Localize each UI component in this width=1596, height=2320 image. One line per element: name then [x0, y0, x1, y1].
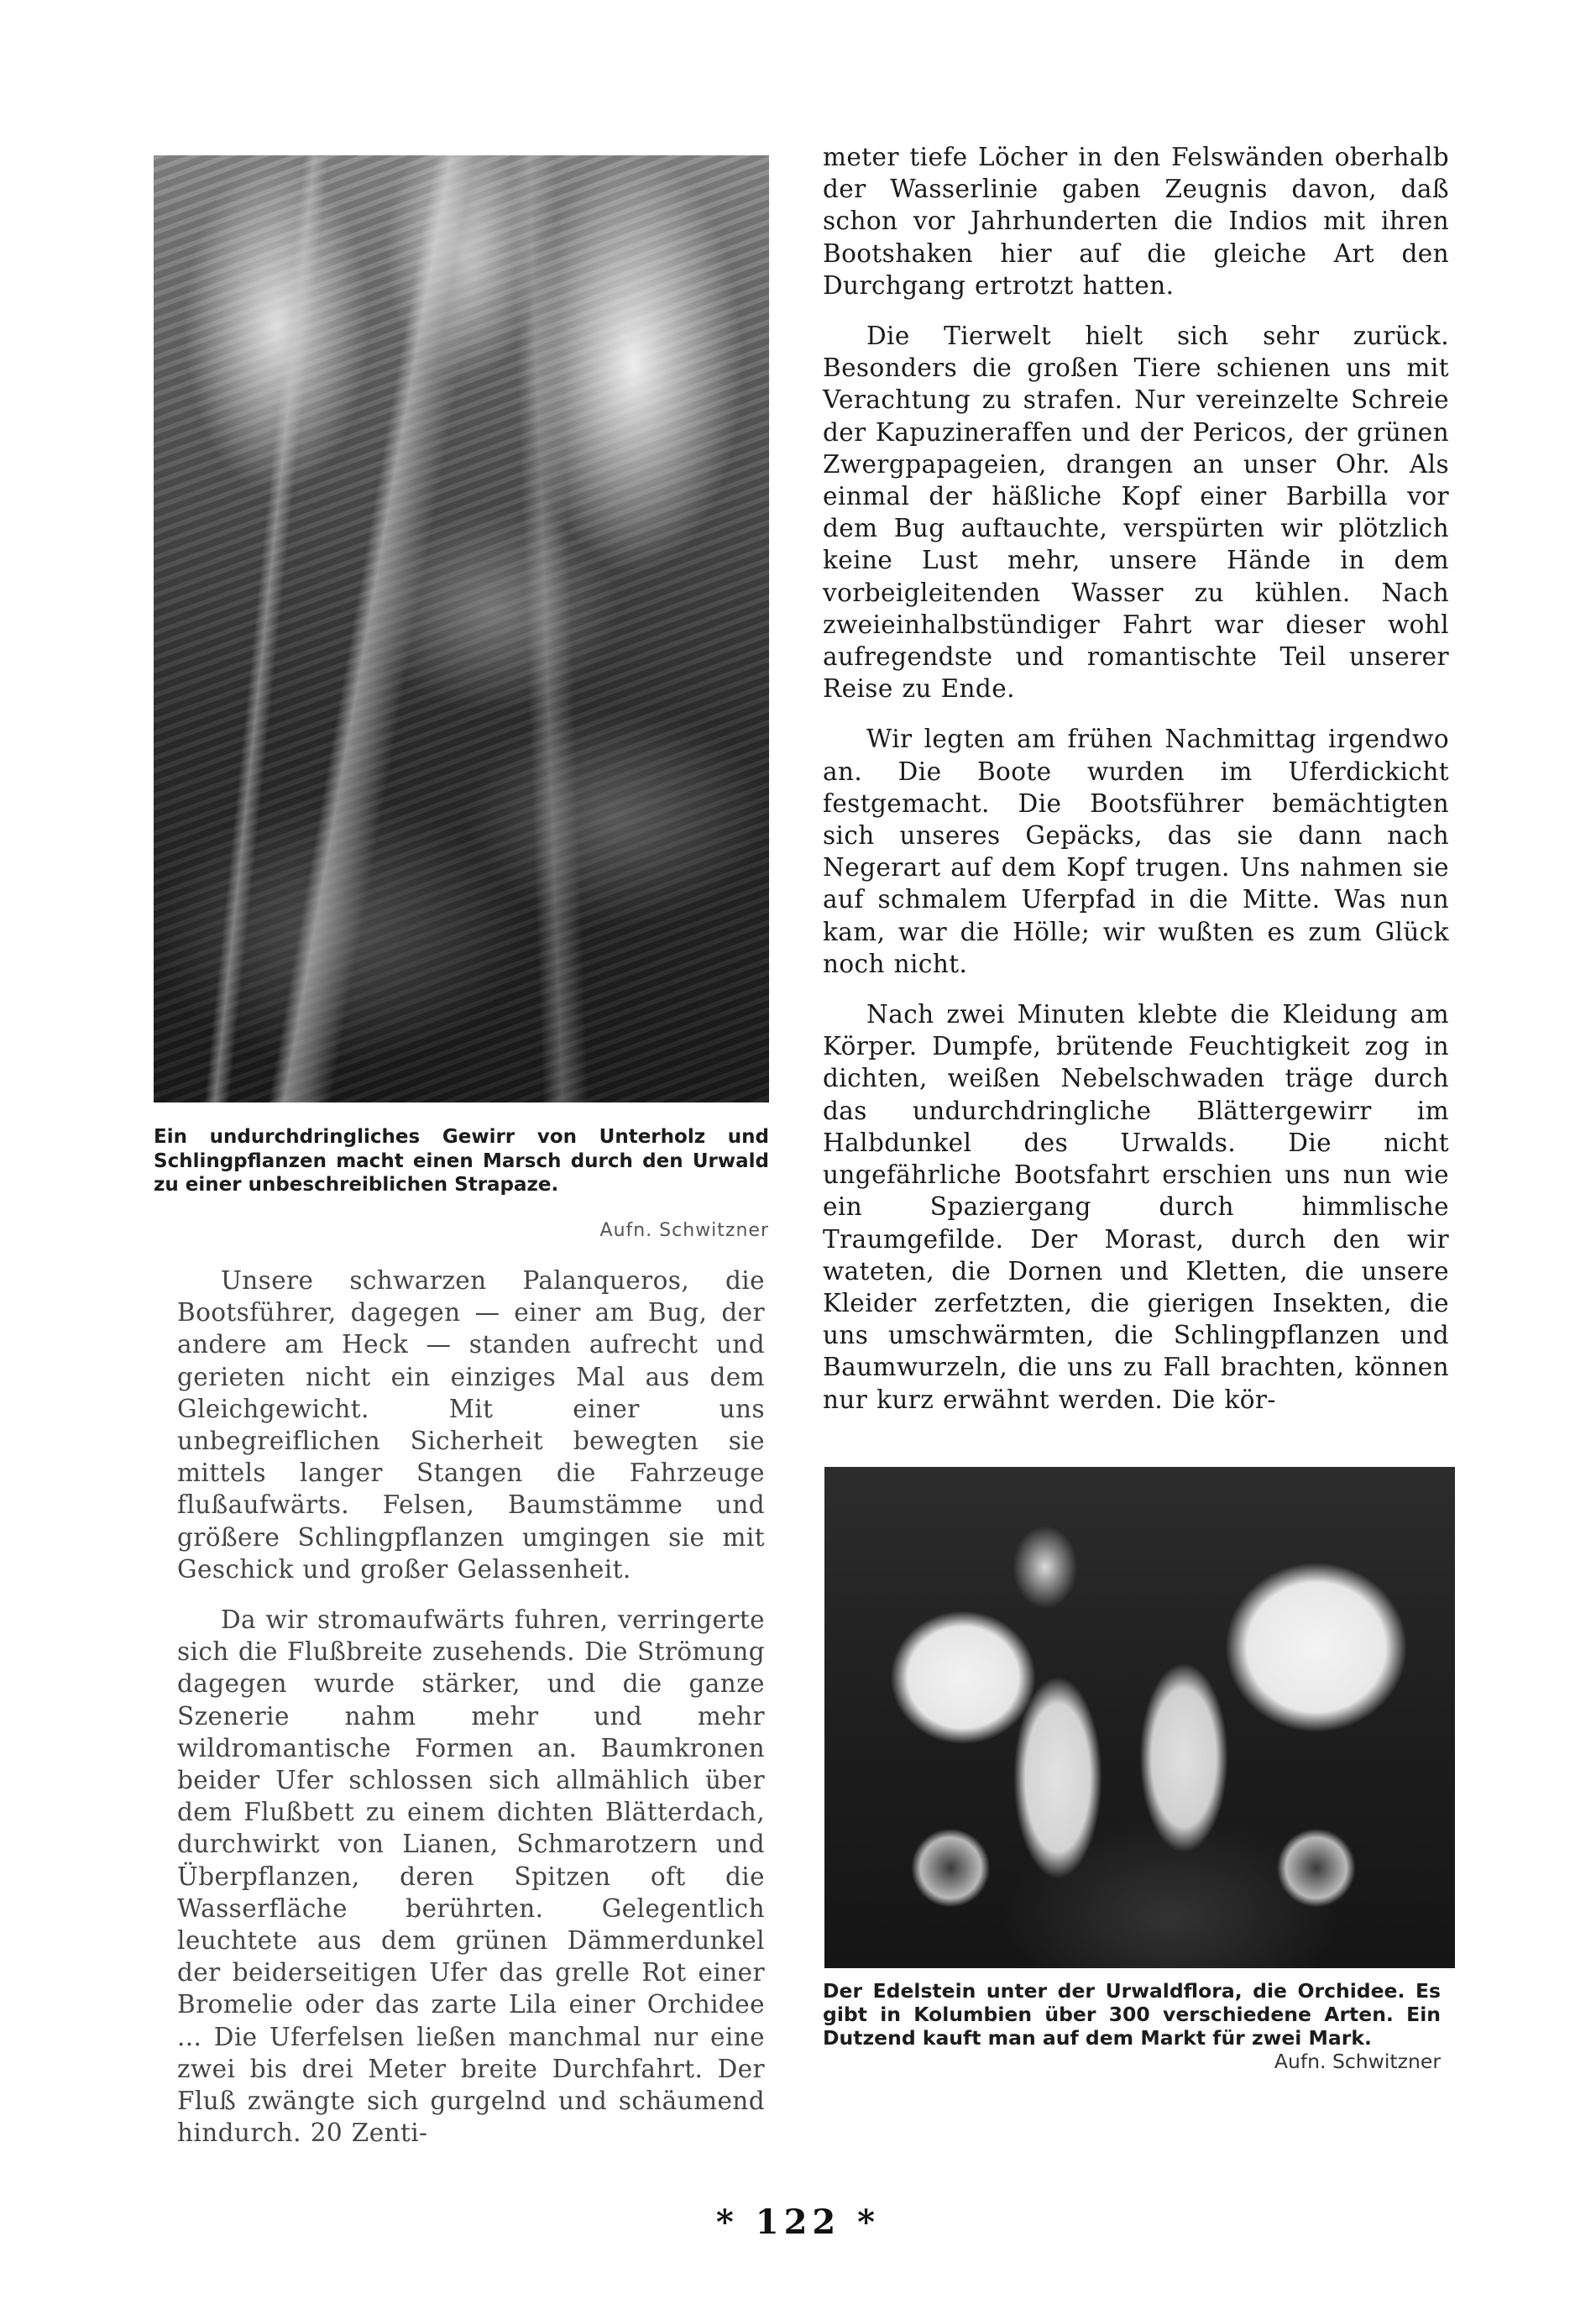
right-paragraph-3: Wir legten am frühen Nachmittag irgendwo an. Die Boote wurden im Uferdickicht festgemacht. Die Bootsführer bemächtigten sich unseres Gepäcks, das sie dann nach Negerart auf dem Kopf trugen. Uns nahmen sie auf schmalem Uferpfad in die Mitte. Was nun kam, war die Hölle; wir wußten es zum Glück noch nicht.	[823, 725, 1449, 978]
left-paragraph-2: Da wir stromaufwärts fuhren, verringerte sich die Flußbreite zusehends. Die Strömung dagegen wurde stärker, und die ganze Szenerie nahm mehr und mehr wildromantische Formen an. Baumkronen beider Ufer schlossen sich allmählich über dem Flußbett zu einem dichten Blätterdach, durchwirkt von Lianen, Schmarotzern und Überpflanzen, deren Spitzen oft die Wasserfläche berührten. Gelegentlich leuchtete aus dem grünen Dämmerdunkel der beiderseitigen Ufer das grelle Rot einer Bromelie oder das zarte Lila einer Orchidee ... Die Uferfelsen ließen manchmal nur eine zwei bis drei Meter breite Durchfahrt. Der Fluß zwängte sich gurgelnd und schäumend hindurch. 20 Zenti-	[177, 1605, 765, 2148]
page-number: * 122 *	[715, 2202, 881, 2242]
orchid-photo-credit: Aufn. Schwitzner	[1274, 2050, 1441, 2073]
left-column	[177, 1265, 765, 2167]
right-column	[823, 141, 1449, 1434]
left-paragraph-1: Unsere schwarzen Palanqueros, die Bootsführer, dagegen — einer am Bug, der andere am Heck — standen aufrecht und gerieten nicht ein einziges Mal aus dem Gleichgewicht. Mit einer uns unbegreiflichen Sicherheit bewegten sie mittels langer Stangen die Fahrzeuge flußaufwärts. Felsen, Baumstämme und größere Schlingpflanzen umgingen sie mit Geschick und großer Gelassenheit.	[177, 1266, 765, 1584]
orchid-caption-text: Der Edelstein unter der Urwaldflora, die Orchidee. Es gibt in Kolumbien über 300 verschiedene Arten. Ein Dutzend kauft man auf dem Markt für zwei Mark.	[823, 1979, 1441, 2050]
jungle-photo-credit: Aufn. Schwitzner	[599, 1220, 769, 1241]
orchid-photo	[824, 1467, 1455, 1968]
right-paragraph-2: Die Tierwelt hielt sich sehr zurück. Besonders die großen Tiere schienen uns mit Verachtung zu strafen. Nur vereinzelte Schreie der Kapuzineraffen und der Pericos, der grünen Zwergpapageien, drangen an unser Ohr. Als einmal der häßliche Kopf einer Barbilla vor dem Bug auftauchte, verspürten wir plötzlich keine Lust mehr, unsere Hände in dem vorbeigleitenden Wasser zu kühlen. Nach zweieinhalbstündiger Fahrt war dieser wohl aufregendste und romantischte Teil unserer Reise zu Ende.	[823, 322, 1449, 704]
right-paragraph-4: Nach zwei Minuten klebte die Kleidung am Körper. Dumpfe, brütende Feuchtigkeit zog in dichten, weißen Nebelschwaden träge durch das undurchdringliche Blättergewirr im Halbdunkel des Urwalds. Die nicht ungefährliche Bootsfahrt erschien uns nun wie ein Spaziergang durch himmlische Traumgefilde. Der Morast, durch den wir wateten, die Dornen und Kletten, die unsere Kleider zerfetzten, die gierigen Insekten, die uns umschwärmten, die Schlingpflanzen und Baumwurzeln, die uns zu Fall brachten, können nur kurz erwähnt werden. Die kör-	[823, 1000, 1449, 1414]
right-paragraph-1: meter tiefe Löcher in den Felswänden oberhalb der Wasserlinie gaben Zeugnis davon, daß schon vor Jahrhunderten die Indios mit ihren Bootshaken hier auf die gleiche Art den Durchgang ertrotzt hatten.	[823, 143, 1449, 300]
jungle-photo-caption: Ein undurchdringliches Gewirr von Unterholz und Schlingpflanzen macht einen Marsch durch den Urwald zu einer unbeschreiblichen Strapaze.	[154, 1126, 769, 1196]
jungle-photo	[154, 155, 769, 1102]
orchid-photo-caption	[823, 1979, 1441, 2073]
